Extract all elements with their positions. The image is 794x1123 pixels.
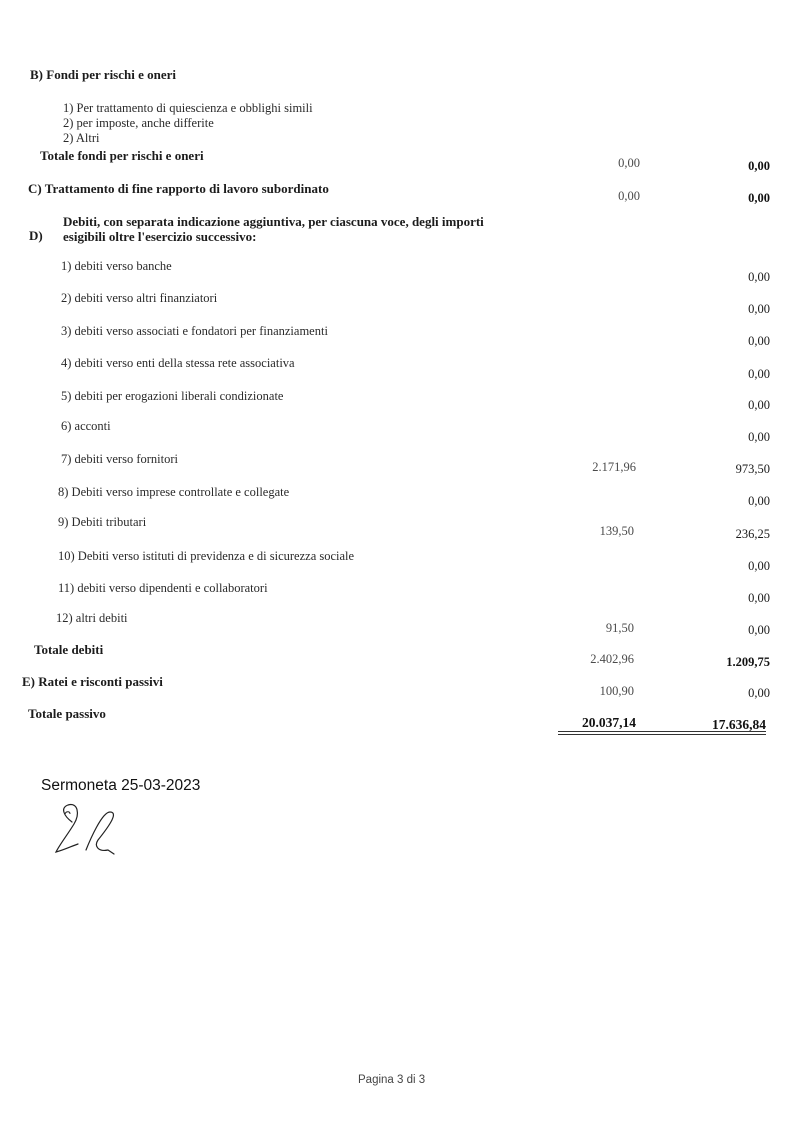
debiti-item-label: 7) debiti verso fornitori	[61, 452, 178, 466]
section-c-prev: 0,00	[618, 189, 640, 203]
debiti-item-label: 6) acconti	[61, 419, 111, 433]
debiti-item-curr: 0,00	[748, 430, 770, 444]
debiti-item-curr: 0,00	[748, 270, 770, 284]
debiti-item-prev: 91,50	[605, 621, 634, 635]
debiti-total-curr: 1.209,75	[726, 655, 770, 669]
debiti-item-curr: 0,00	[748, 559, 770, 573]
signature	[50, 800, 130, 862]
debiti-item-curr: 0,00	[748, 623, 770, 637]
debiti-total-label: Totale debiti	[34, 642, 104, 657]
debiti-item-curr: 0,00	[748, 334, 770, 348]
debiti-item-label: 9) Debiti tributari	[58, 515, 147, 529]
totale-passivo-label: Totale passivo	[28, 706, 106, 721]
debiti-item-label: 3) debiti verso associati e fondatori per finanziamenti	[61, 324, 328, 338]
debiti-item-curr: 0,00	[748, 302, 770, 316]
debiti-item-curr: 0,00	[748, 367, 770, 381]
page-footer: Pagina 3 di 3	[358, 1074, 426, 1086]
debiti-item-label: 4) debiti verso enti della stessa rete associativa	[61, 356, 295, 370]
section-c-curr: 0,00	[748, 191, 770, 205]
section-c-title: C) Trattamento di fine rapporto di lavoro subordinato	[28, 181, 329, 196]
section-e-title: E) Ratei e risconti passivi	[22, 674, 163, 689]
section-d-title-line1: Debiti, con separata indicazione aggiuntiva, per ciascuna voce, degli importi	[63, 214, 484, 229]
totale-passivo-curr: 17.636,84	[712, 717, 766, 732]
debiti-item-label: 5) debiti per erogazioni liberali condizionate	[61, 389, 284, 403]
debiti-item-label: 2) debiti verso altri finanziatori	[61, 291, 218, 305]
debiti-item-curr: 0,00	[748, 591, 770, 605]
debiti-item-curr: 236,25	[735, 527, 770, 541]
section-b-item-2: 2) per imposte, anche differite	[63, 116, 214, 130]
section-b-total-curr: 0,00	[748, 159, 770, 173]
debiti-item-label: 10) Debiti verso istituti di previdenza e di sicurezza sociale	[58, 549, 355, 563]
section-e-curr: 0,00	[748, 686, 770, 700]
debiti-item-prev: 2.171,96	[592, 460, 636, 474]
section-b-total-label: Totale fondi per rischi e oneri	[40, 148, 204, 163]
section-e-prev: 100,90	[599, 684, 634, 698]
totale-passivo-prev: 20.037,14	[582, 715, 636, 730]
debiti-total-prev: 2.402,96	[590, 652, 634, 666]
debiti-item-label: 1) debiti verso banche	[61, 259, 172, 273]
debiti-item-label: 11) debiti verso dipendenti e collaboratori	[58, 581, 268, 595]
section-d-title-line2: esigibili oltre l'esercizio successivo:	[63, 229, 257, 244]
section-b-title: B) Fondi per rischi e oneri	[30, 67, 177, 82]
section-b-item-1: 1) Per trattamento di quiescienza e obblighi simili	[63, 101, 313, 115]
section-d-letter: D)	[29, 228, 43, 243]
section-b-item-3: 2) Altri	[63, 131, 100, 145]
debiti-item-curr: 973,50	[735, 462, 770, 476]
place-date: Sermoneta 25-03-2023	[41, 777, 201, 794]
section-b-total-prev: 0,00	[618, 156, 640, 170]
debiti-item-curr: 0,00	[748, 398, 770, 412]
double-underline	[558, 731, 766, 735]
debiti-item-label: 8) Debiti verso imprese controllate e collegate	[58, 485, 290, 499]
debiti-item-curr: 0,00	[748, 494, 770, 508]
debiti-item-prev: 139,50	[599, 524, 634, 538]
debiti-item-label: 12) altri debiti	[56, 611, 128, 625]
